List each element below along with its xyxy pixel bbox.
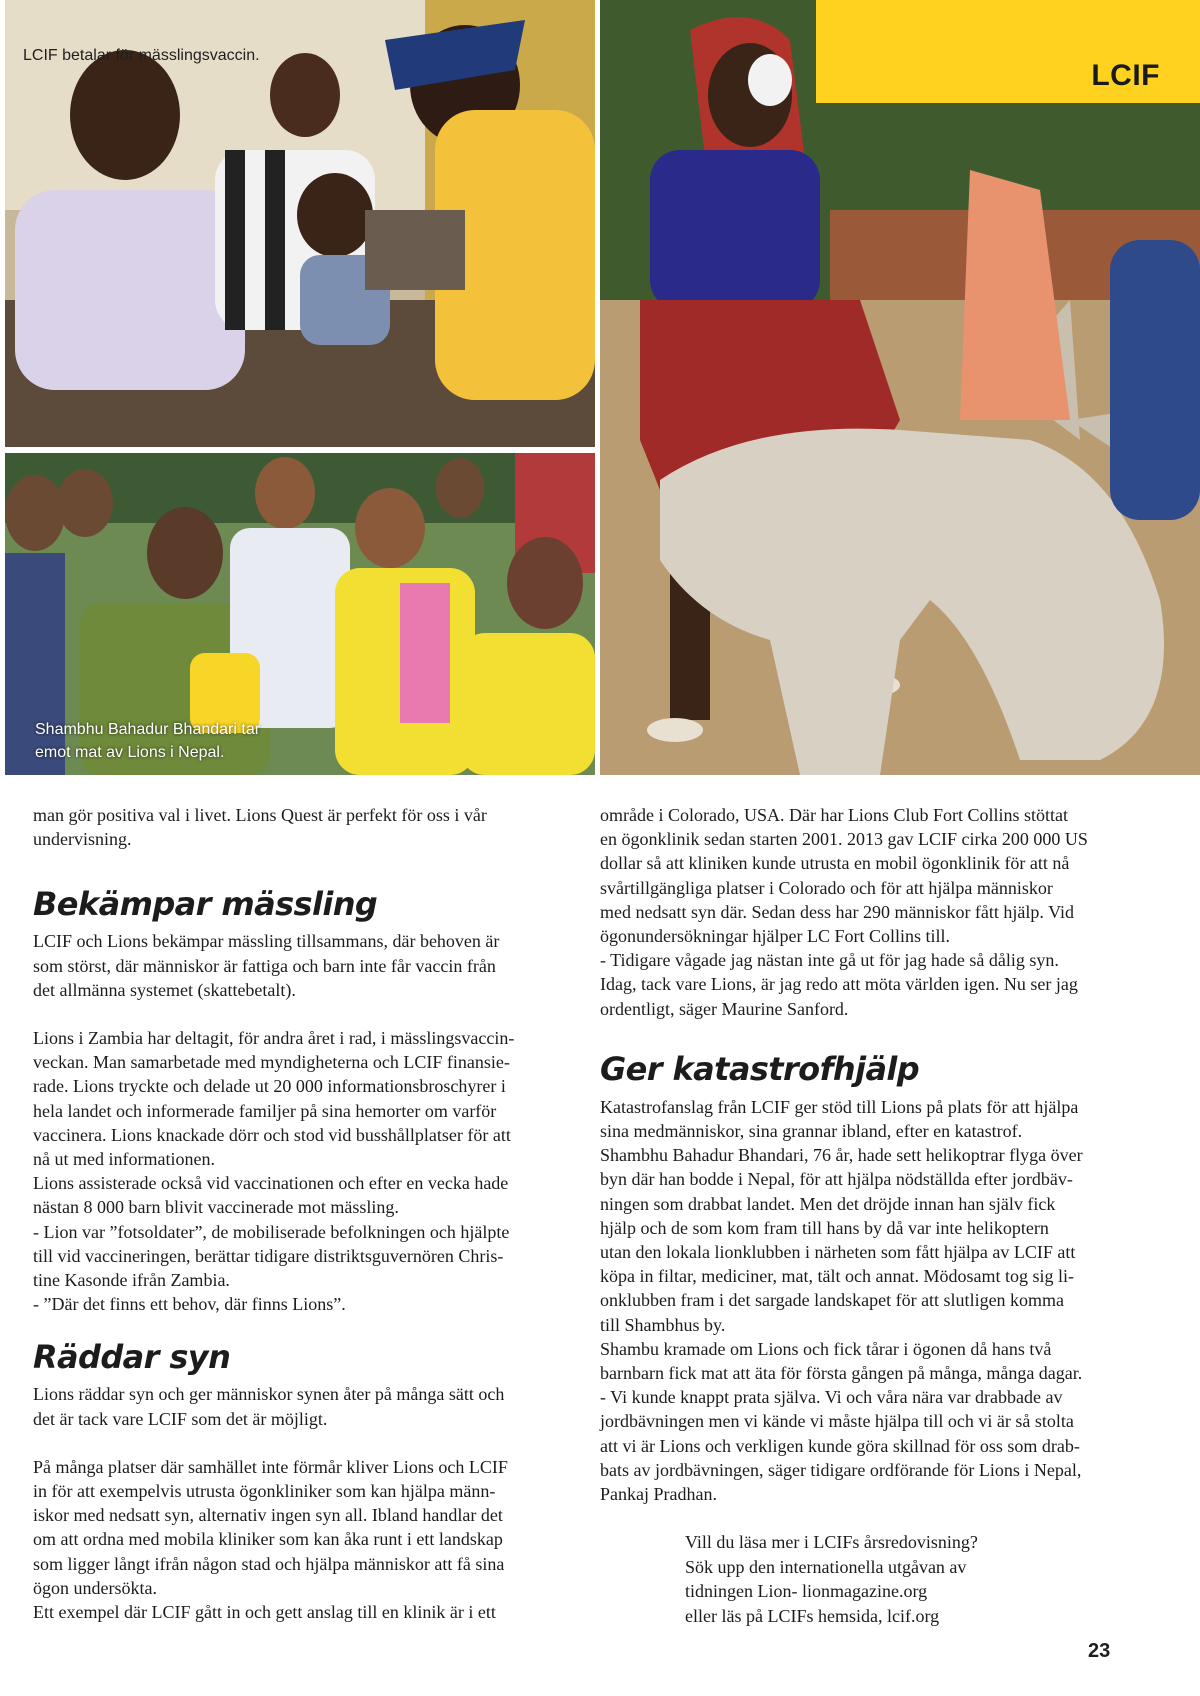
photo-nepal-caption: Shambhu Bahadur Bhandari tar emot mat av Lions i Nepal. bbox=[35, 721, 261, 761]
photo-donkey-illustration bbox=[600, 0, 1200, 775]
syn-paragraph-1: Lions räddar syn och ger människor synen åter på många sätt och det är tack vare LCIF som det är möjligt. bbox=[33, 1384, 505, 1429]
photo-nepal bbox=[5, 453, 595, 775]
heading-ger-katastrofhjalp: Ger katastrofhjälp bbox=[600, 1049, 920, 1088]
section-tab bbox=[816, 0, 1200, 103]
photo-vaccination-illustration bbox=[5, 0, 595, 447]
katastrof-paragraph: Katastrofanslag från LCIF ger stöd till Lions på plats för att hjälpa sina medmänniskor, sina grannar ibland, efter en katastrof. Shambhu Bahadur Bhandari, 76 år, hade sett helikoptrar flyga över byn där han bodde i Nepal, för att hjälpa nödställda efter jordbäv- ningen som drabbat landet. Men det dröjde innan han själv fick hjälp och de som kom fram till hans by då var inte helikoptern utan den lokala lionklubben i närheten som fått hjälpa av LCIF att köpa in filtar, mediciner, mat, tält och annat. Mödosamt tog sig li- onklubben fram i det sargade landskapet för att slutligen komma till Shambhus by. Shambu kramade om Lions och fick tårar i ögonen då hans två barnbarn fick mat att äta för första gången på många, många dagar. - Vi kunde knappt prata själva. Vi och våra nära var drabbade av jordbävningen men vi kände vi måste hjälpa till och vi är så stolta att vi är Lions och verkligen kunde göra skillnad för oss som drab- bats av jordbävningen, säger tidigare ordförande för Lions i Nepal, Pankaj Pradhan. bbox=[600, 1096, 1083, 1505]
heading-bekampar-massling: Bekämpar mässling bbox=[33, 885, 378, 924]
massling-paragraph-1: LCIF och Lions bekämpar mässling tillsammans, där behoven är som störst, där människor är fattiga och barn inte får vaccin från det allmänna systemet (skattebetalt). bbox=[33, 931, 500, 1000]
heading-raddar-syn: Räddar syn bbox=[33, 1338, 231, 1377]
syn-paragraph-2: På många platser där samhället inte förmår kliver Lions och LCIF in för att exempelvis utrusta ögonkliniker som kan hjälpa männ- iskor med nedsatt syn, alternativ ingen syn all. Ibland handlar det om att ordna med mobila kliniker som kan åka runt i ett landskap som ligger långt ifrån någon stad och hjälpa människor att få sina ögon undersökta. Ett exempel där LCIF gått in och gett anslag till en klinik är i ett bbox=[33, 1456, 508, 1623]
article-column-left bbox=[33, 803, 565, 1624]
section-tab-label: LCIF bbox=[1091, 59, 1160, 92]
intro-paragraph: man gör positiva val i livet. Lions Quest är perfekt för oss i vår undervisning. bbox=[33, 805, 487, 850]
read-more-note: Vill du läsa mer i LCIFs årsredovisning? Sök upp den internationella utgåvan av tidningen Lion- lionmagazine.org eller läs på LCIFs hemsida, lcif.org bbox=[685, 1532, 978, 1626]
article-column-right bbox=[600, 803, 1132, 1506]
photo-vaccination bbox=[5, 0, 595, 447]
massling-paragraph-2: Lions i Zambia har deltagit, för andra året i rad, i mässlingsvaccin- veckan. Man samarbetade med myndigheterna och LCIF finansie- rade. Lions tryckte och delade ut 20 000 informationsbroschyrer i hela landet och informerade familjer på sina hemorter om varför vaccinera. Lions knackade dörr och stod vid busshållplatser för att nå ut med informationen. Lions assisterade också vid vaccinationen och efter en vecka hade nästan 8 000 barn blivit vaccinerade mot mässling. - Lion var ”fotsoldater”, de mobiliserade befolkningen och hjälpte till vid vaccineringen, berättar tidigare distriktsguvernören Chris- tine Kasonde ifrån Zambia. - ”Där det finns ett behov, där finns Lions”. bbox=[33, 1028, 515, 1315]
photo-vaccination-caption: LCIF betalar för mässlingsvaccin. bbox=[23, 47, 260, 64]
page-number: 23 bbox=[1088, 1640, 1111, 1662]
photo-donkey bbox=[600, 0, 1200, 775]
syn-continuation: område i Colorado, USA. Där har Lions Club Fort Collins stöttat en ögonklinik sedan starten 2001. 2013 gav LCIF cirka 200 000 US dollar så att kliniken kunde utrusta en mobil ögonklinik för att nå svårtillgängliga platser i Colorado och för att hjälpa människor med nedsatt syn där. Sedan dess har 290 människor fått hjälp. Vid ögonundersökningar hjälper LC Fort Collins till. - Tidigare vågade jag nästan inte gå ut för jag hade så dålig syn. Idag, tack vare Lions, är jag redo att möta världen igen. Nu ser jag ordentligt, säger Maurine Sanford. bbox=[600, 805, 1088, 1019]
